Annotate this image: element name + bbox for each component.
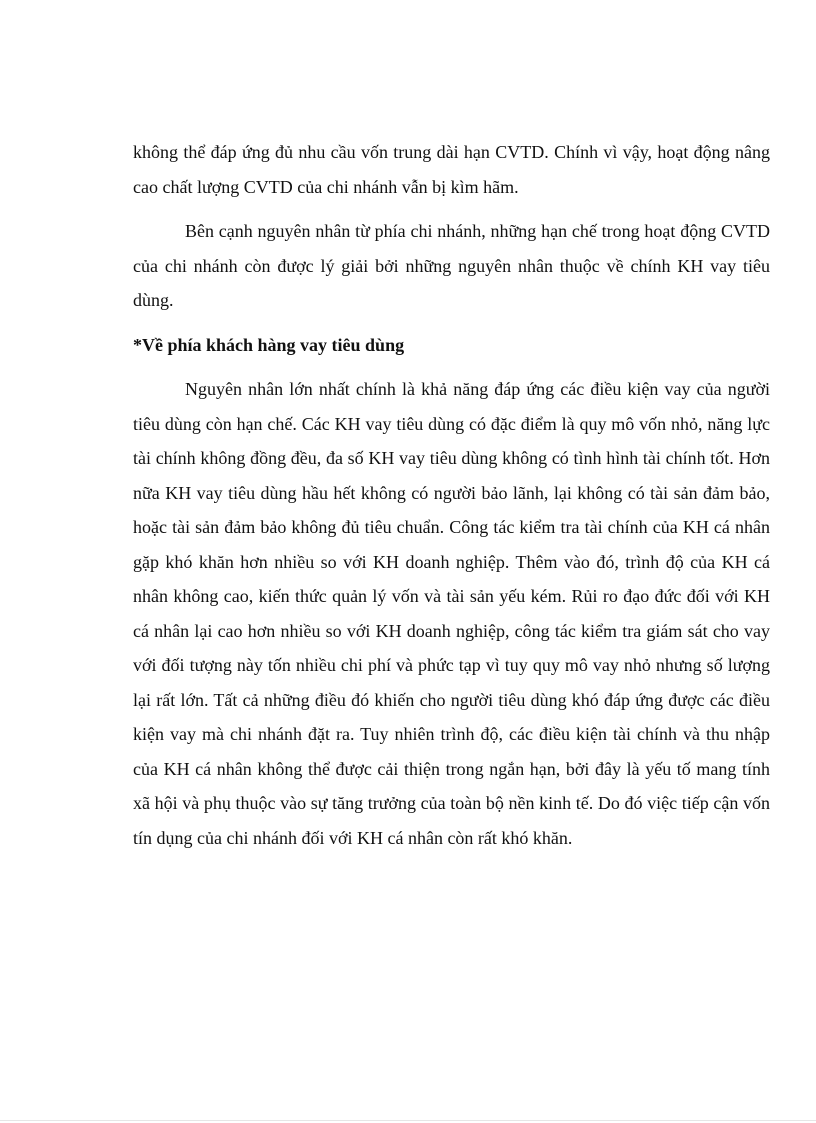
paragraph-gap (133, 362, 770, 372)
paragraph-customer-causes: Nguyên nhân lớn nhất chính là khả năng đáp ứng các điều kiện vay của người tiêu dùng còn hạn chế. Các KH vay tiêu dùng có đặc điểm là quy mô vốn nhỏ, năng lực tài chính không đồng đều, đa số KH vay tiêu dùng không có tình hình tài chính tốt. Hơn nữa KH vay tiêu dùng hầu hết không có người bảo lãnh, lại không có tài sản đảm bảo, hoặc tài sản đảm bảo không đủ tiêu chuẩn. Công tác kiểm tra tài chính của KH cá nhân gặp khó khăn hơn nhiều so với KH doanh nghiệp. Thêm vào đó, trình độ của KH cá nhân không cao, kiến thức quản lý vốn và tài sản yếu kém. Rủi ro đạo đức đối với KH cá nhân lại cao hơn nhiều so với KH doanh nghiệp, công tác kiểm tra giám sát cho vay với đối tượng này tốn nhiều chi phí và phức tạp vì tuy quy mô vay nhỏ nhưng số lượng lại rất lớn. Tất cả những điều đó khiến cho người tiêu dùng khó đáp ứng được các điều kiện vay mà chi nhánh đặt ra. Tuy nhiên trình độ, các điều kiện tài chính và thu nhập của KH cá nhân không thể được cải thiện trong ngắn hạn, bởi đây là yếu tố mang tính xã hội và phụ thuộc vào sự tăng trưởng của toàn bộ nền kinh tế. Do đó việc tiếp cận vốn tín dụng của chi nhánh đối với KH cá nhân còn rất khó khăn. (133, 379, 770, 848)
paragraph-gap (133, 204, 770, 214)
paragraph-gap (133, 318, 770, 328)
page-bottom-edge (0, 1120, 816, 1121)
document-page (133, 135, 770, 855)
section-heading: *Về phía khách hàng vay tiêu dùng (133, 334, 405, 355)
paragraph-continuation: không thể đáp ứng đủ nhu cầu vốn trung dài hạn CVTD. Chính vì vậy, hoạt động nâng cao chất lượng CVTD của chi nhánh vẫn bị kìm hãm. (133, 142, 770, 197)
paragraph-branch-causes: Bên cạnh nguyên nhân từ phía chi nhánh, những hạn chế trong hoạt động CVTD của chi nhánh còn được lý giải bởi những nguyên nhân thuộc về chính KH vay tiêu dùng. (133, 221, 770, 310)
